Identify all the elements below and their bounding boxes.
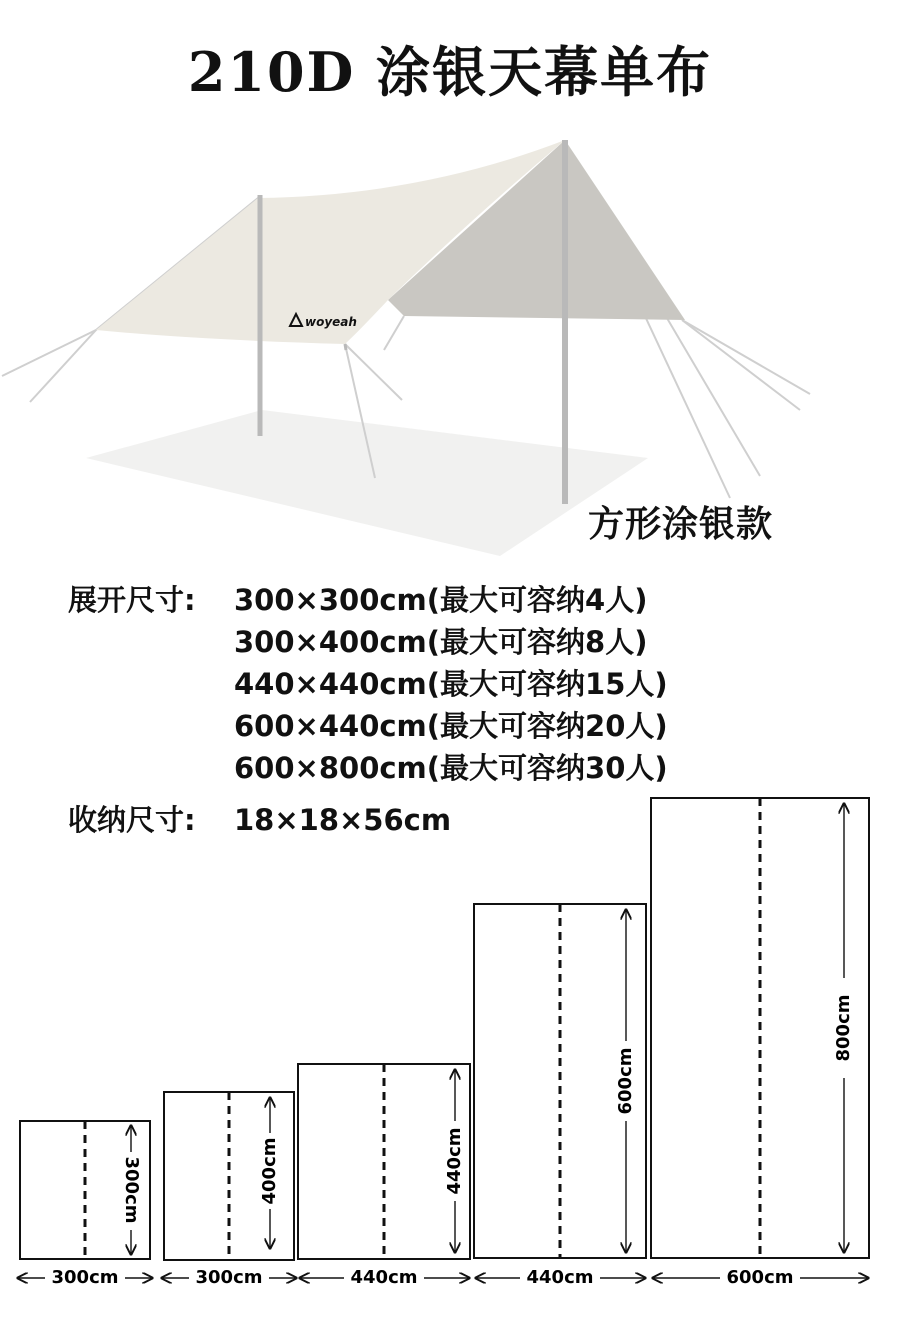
page-title: 210D 涂银天幕单布 <box>187 40 713 104</box>
pole-front <box>345 344 346 350</box>
height-label: 300cm <box>121 1156 142 1224</box>
size-option: 600×440cm(最大可容纳20人) <box>234 709 668 743</box>
size-option: 300×400cm(最大可容纳8人) <box>234 625 648 659</box>
height-label: 400cm <box>259 1137 280 1205</box>
panel-300x300 <box>18 1121 152 1290</box>
pack-size-value: 18×18×56cm <box>234 803 452 837</box>
panel-600x800 <box>651 798 869 1290</box>
width-label: 600cm <box>726 1267 794 1288</box>
height-label: 440cm <box>444 1127 465 1195</box>
pack-size-label: 收纳尺寸: <box>68 803 196 837</box>
width-label: 440cm <box>526 1267 594 1288</box>
size-diagram <box>0 780 900 1317</box>
panel-300x400 <box>162 1092 296 1290</box>
height-label: 800cm <box>833 994 854 1062</box>
style-caption: 方形涂银款 <box>588 504 774 545</box>
size-option: 440×440cm(最大可容纳15人) <box>234 667 668 701</box>
width-label: 300cm <box>51 1267 119 1288</box>
width-label: 440cm <box>350 1267 418 1288</box>
size-option: 600×800cm(最大可容纳30人) <box>234 751 668 785</box>
width-label: 300cm <box>195 1267 263 1288</box>
panel-440x600 <box>474 904 646 1290</box>
size-option: 300×300cm(最大可容纳4人) <box>234 583 648 617</box>
unfold-size-label: 展开尺寸: <box>68 583 196 617</box>
svg-text:woyeah: woyeah <box>305 315 357 329</box>
height-label: 600cm <box>615 1047 636 1115</box>
panel-440x440 <box>298 1064 470 1290</box>
